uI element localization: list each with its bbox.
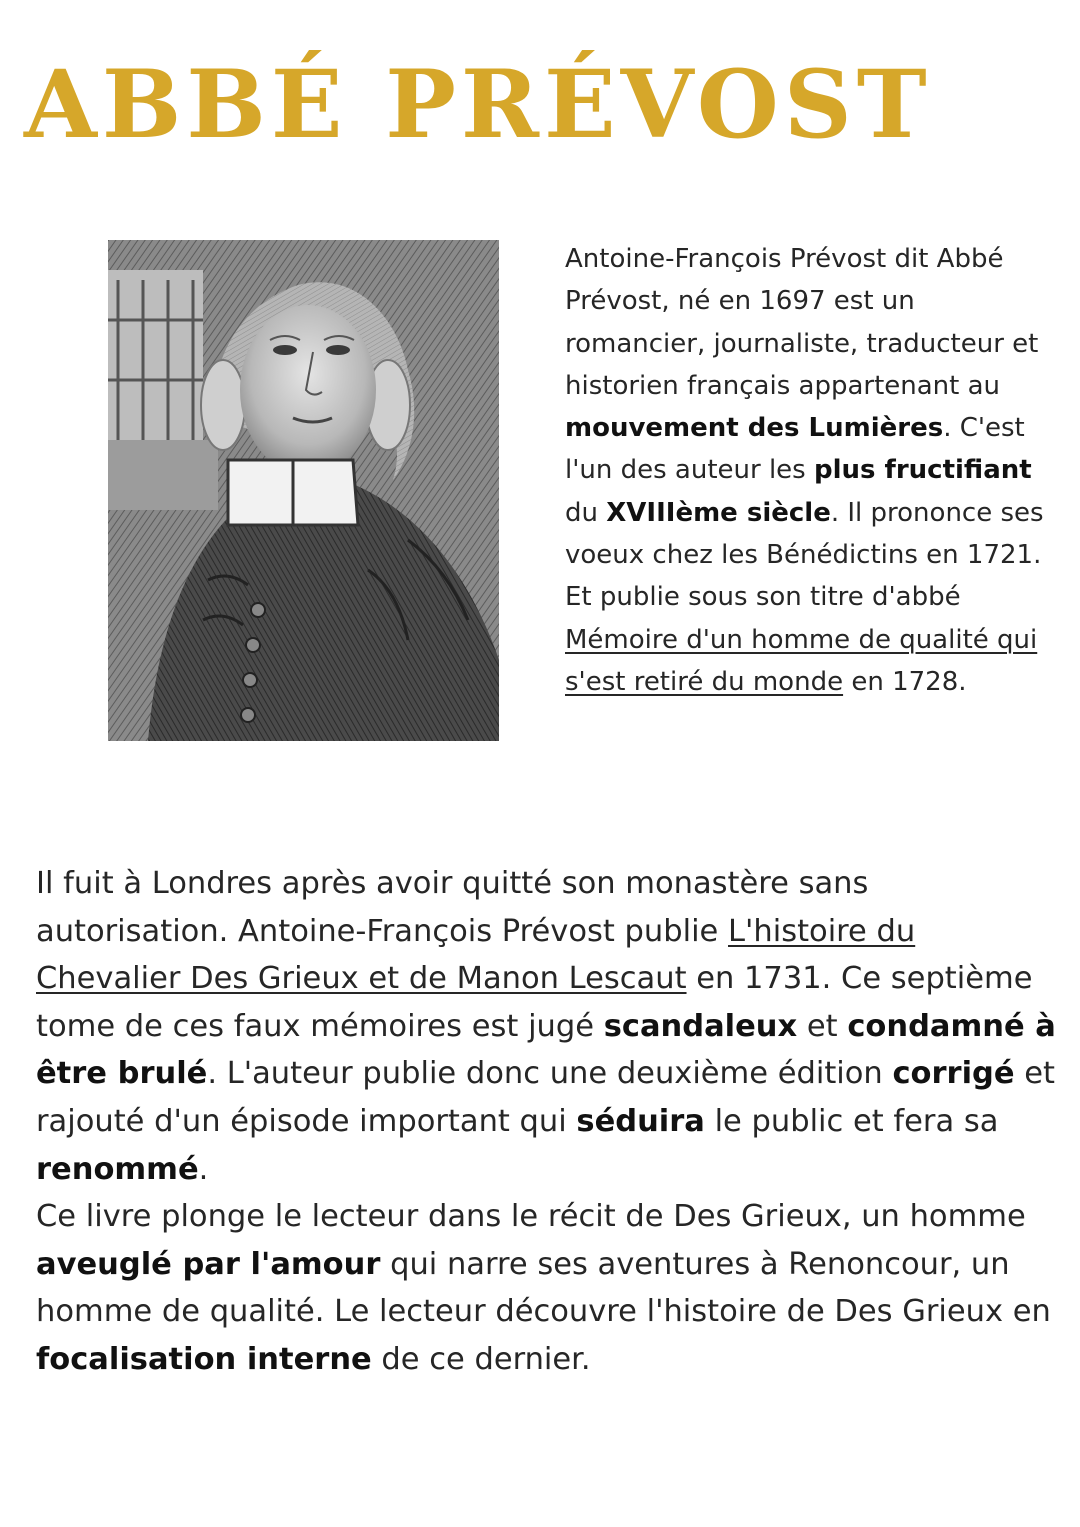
page-title: ABBÉ PRÉVOST [24,50,932,160]
bio-text: . C'est l'un des auteur les [565,413,1025,486]
main-text [36,860,1066,1384]
paragraph-text: de ce dernier. [371,1341,591,1377]
paragraph-text: qui narre ses aventures à Renoncour, un homme de qualité. Le lecteur découvre l'histoire de Des Grieux en [36,1246,1051,1330]
bio-bold-siecle: XVIIIème siècle [606,497,831,528]
paragraph-text: . L'auteur publie donc une deuxième édition [207,1056,893,1092]
bold-condamne: condamné à être brulé [36,1008,1056,1092]
bio-bold-fructifiant: plus fructifiant [813,455,1032,486]
bio-book-title: Mémoire d'un homme de qualité qui s'est retiré du monde [565,624,1038,697]
paragraph-text: Il fuit à Londres après avoir quitté son monastère sans autorisation. Antoine-François Prévost publie [36,866,869,949]
paragraph-text: en 1731. Ce septième tome de ces faux mémoires est jugé [36,961,1033,1044]
bold-scandaleux: scandaleux [603,1008,798,1044]
bio-text: du [565,497,607,528]
bio-text: Antoine-François Prévost dit Abbé Prévost, né en 1697 est un romancier, journaliste, traducteur et historien français appartenant au [565,244,1039,401]
paragraph-text: et rajouté d'un épisode important qui [36,1056,1055,1139]
paragraph-text: et [797,1008,848,1044]
paragraph-livre [36,1193,1066,1383]
book-title-manon: L'histoire du Chevalier Des Grieux et de Manon Lescaut [36,913,916,997]
bio-paragraph [565,238,1055,703]
bio-text: en 1728. [843,666,967,697]
paragraph-text: . [198,1151,209,1187]
portrait-image [108,240,499,741]
bio-bold-lumieres: mouvement des Lumières [565,413,944,444]
bio-text: . Il prononce ses voeux chez les Bénédictins en 1721. Et publie sous son titre d'abbé [565,497,1044,613]
paragraph-londres [36,860,1066,1193]
paragraph-text: Ce livre plonge le lecteur dans le récit de Des Grieux, un homme [36,1199,1026,1235]
bold-corrige: corrigé [892,1056,1015,1092]
bold-renomme: renommé [36,1151,199,1187]
portrait-engraving-icon [108,240,499,741]
bold-aveugle: aveuglé par l'amour [36,1246,381,1282]
paragraph-text: le public et fera sa [704,1103,999,1139]
bold-seduira: séduira [576,1103,705,1139]
bold-focalisation: focalisation interne [36,1341,372,1377]
